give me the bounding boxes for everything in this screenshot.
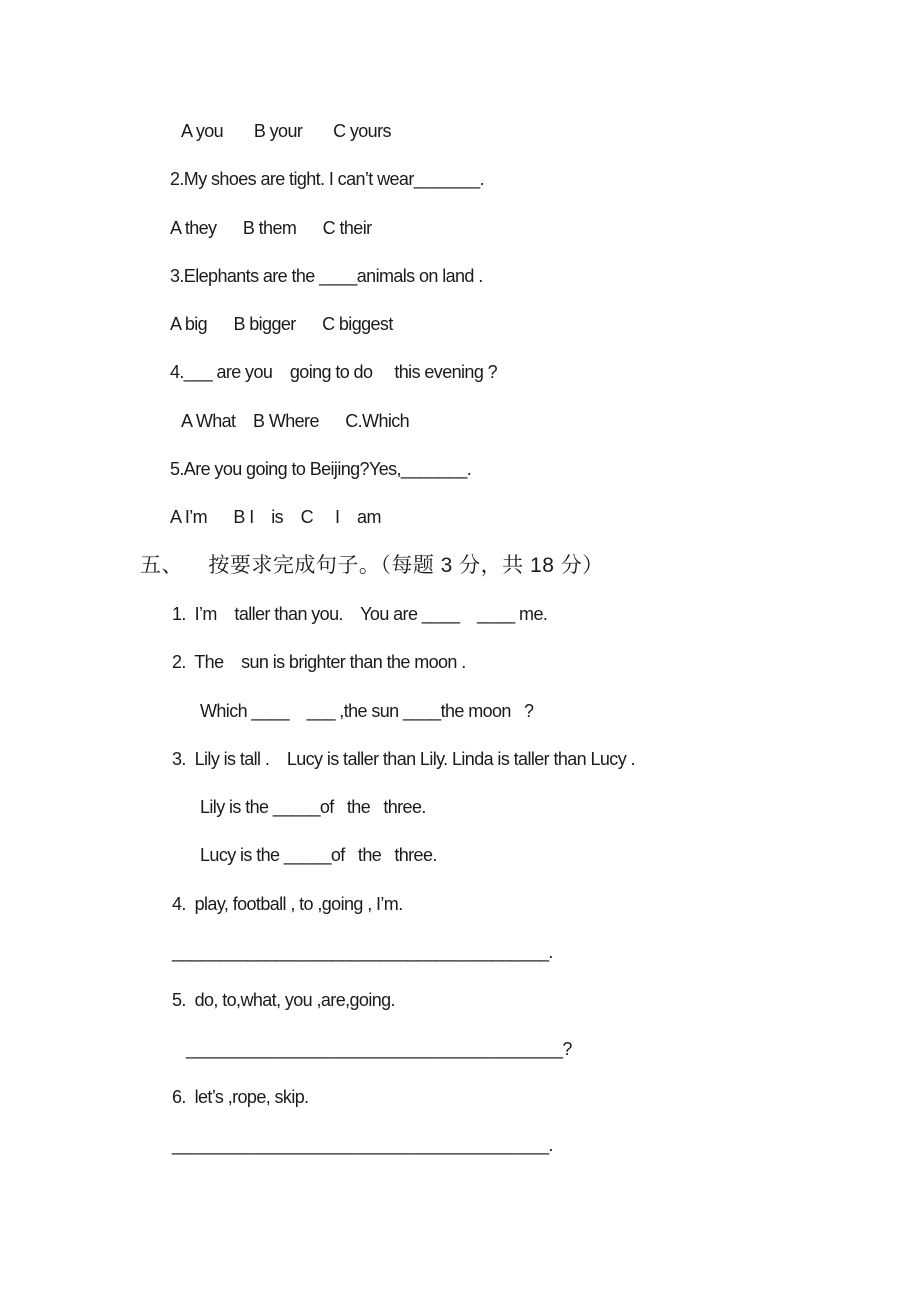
- mc-q3-options: A big B bigger C biggest: [170, 314, 393, 335]
- rewrite-item-4-answer-line: ________________________________________.: [172, 942, 553, 963]
- rewrite-item-3-answer-1: Lily is the _____of the three.: [200, 797, 426, 818]
- rewrite-item-6-answer-line: ________________________________________.: [172, 1135, 553, 1156]
- rewrite-item-3-answer-2: Lucy is the _____of the three.: [200, 845, 437, 866]
- mc-q5-options: A I’m B I is C I am: [170, 507, 381, 528]
- rewrite-item-5: 5. do, to,what, you ,are,going.: [172, 990, 395, 1011]
- rewrite-item-5-answer-line: ________________________________________?: [186, 1038, 572, 1059]
- mc-q4: 4.___ are you going to do this evening ?: [170, 362, 498, 383]
- rewrite-item-6: 6. let’s ,rope, skip.: [172, 1086, 309, 1107]
- mc-q1-options: A you B your C yours: [181, 121, 391, 141]
- rewrite-item-1: 1. I’m taller than you. You are ____ ____ me.: [172, 603, 548, 624]
- rewrite-item-4: 4. play, football , to ,going , I’m.: [172, 893, 403, 914]
- rewrite-item-3: 3. Lily is tall . Lucy is taller than Lily. Linda is taller than Lucy .: [172, 748, 635, 769]
- mc-q3: 3.Elephants are the ____animals on land .: [170, 265, 483, 286]
- mc-q2-options: A they B them C their: [170, 217, 372, 238]
- mc-q4-options: A What B Where C.Which: [181, 410, 410, 431]
- mc-q2: 2.My shoes are tight. I can’t wear_______.: [170, 169, 484, 190]
- section5-header: 五、 按要求完成句子。（每题 3 分，共 18 分）: [140, 553, 604, 577]
- mc-q5: 5.Are you going to Beijing?Yes,_______.: [170, 459, 472, 480]
- rewrite-item-2: 2. The sun is brighter than the moon .: [172, 652, 466, 673]
- rewrite-item-2-question: Which ____ ___ ,the sun ____the moon ?: [200, 700, 534, 721]
